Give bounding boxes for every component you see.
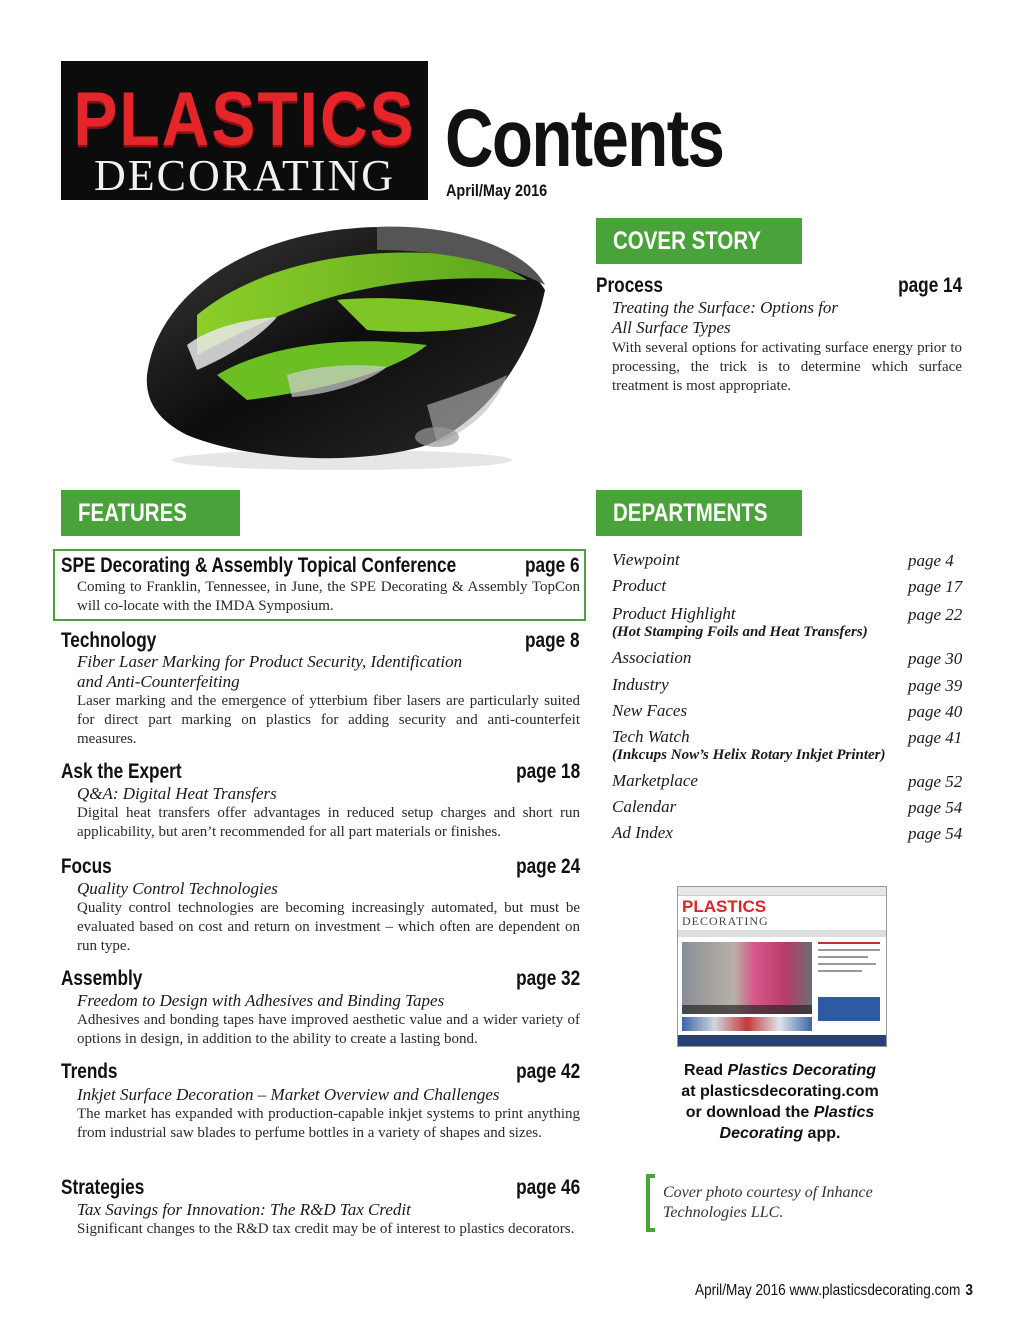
feature-subtitle-assembly: Freedom to Design with Adhesives and Binding Tapes [77,991,445,1010]
promo-line-3-text: or download the [685,1104,814,1121]
feature-subtitle-trends: Inkjet Surface Decoration – Market Overview and Challenges [77,1085,500,1104]
cover-story-heading: Process [596,274,664,297]
feature-subtitle-ask-the-expert: Q&A: Digital Heat Transfers [77,784,277,803]
feature-description-technology: Laser marking and the emergence of ytterbium fiber lasers are particularly suited for direct part marking on plastics for adding security and anti-counterfeit measures. [77,693,580,747]
thumb-strip [682,1017,812,1031]
thumb-side-line-2 [818,949,880,951]
promo-line-3 [640,1104,920,1122]
dept-page-new-faces: page 40 [908,702,963,721]
thumb-logo-decorating: DECORATING [682,914,769,928]
photo-credit-line-2: Technologies LLC. [663,1204,784,1221]
thumb-hero-image [682,942,812,1014]
feature-description-trends: The market has expanded with production-capable inkjet systems to print anything from industrial saw blades to perfume bottles in a variety of shapes and sizes. [77,1106,580,1141]
cover-story-description: With several options for activating surface energy prior to processing, the trick is to determine which surface treatment is most appropriate. [612,340,962,394]
feature-page-spe: page 6 [525,554,580,577]
cover-story-label: COVER STORY [613,227,762,255]
thumb-side-line-5 [818,970,862,972]
dept-page-industry: page 39 [908,676,963,695]
cover-story-subtitle-1: Treating the Surface: Options for [612,298,839,317]
magazine-logo [61,61,428,200]
cover-story-page: page 14 [897,274,962,297]
thumb-side-line-4 [818,963,876,965]
dept-name-product: Product [612,576,667,595]
thumb-hero-caption [682,1005,812,1014]
thumb-logo-plastics: PLASTICS [682,897,767,916]
feature-subtitle-technology-2: and Anti-Counterfeiting [77,672,240,691]
feature-heading-ask-the-expert: Ask the Expert [61,760,182,783]
promo-line-1 [640,1062,920,1080]
page-title: Contents [445,93,724,184]
promo-line-4-text: app. [803,1125,841,1142]
dept-page-viewpoint: page 4 [908,551,954,570]
feature-subtitle-focus: Quality Control Technologies [77,879,278,898]
dept-page-ad-index: page 54 [908,824,963,843]
feature-heading-technology: Technology [61,629,157,652]
feature-page-ask-the-expert: page 18 [515,760,580,783]
feature-page-trends: page 42 [515,1060,580,1083]
promo-line-4-emphasis: Decorating [719,1125,804,1142]
feature-page-technology: page 8 [525,629,580,652]
dept-page-association: page 30 [908,649,963,668]
feature-subtitle-strategies: Tax Savings for Innovation: The R&D Tax Credit [77,1200,411,1219]
dept-name-new-faces: New Faces [612,701,688,720]
dept-name-marketplace: Marketplace [612,771,698,790]
departments-banner [596,490,802,536]
feature-description-strategies: Significant changes to the R&D tax credit may be of interest to plastics decorators. [77,1221,575,1237]
dept-page-marketplace: page 52 [908,772,963,791]
dept-page-product: page 17 [908,577,963,596]
dept-name-ad-index: Ad Index [612,823,673,842]
dept-name-industry: Industry [612,675,669,694]
promo-line-2: at plasticsdecorating.com [681,1083,879,1100]
thumb-ad-block [818,997,880,1021]
thumb-side-line-1 [818,942,880,944]
feature-heading-assembly: Assembly [61,967,143,990]
bike-helmet-image [127,205,552,475]
dept-name-product-highlight: Product Highlight [612,604,736,623]
dept-name-viewpoint: Viewpoint [612,550,680,569]
promo-line-3-emphasis: Plastics [813,1104,875,1121]
dept-name-tech-watch: Tech Watch [612,727,690,746]
feature-page-focus: page 24 [515,855,580,878]
thumb-footer-bar [678,1035,886,1046]
feature-description-focus: Quality control technologies are becoming increasingly automated, but must be evaluated based on cost and return on investment – which often are dependent on run type. [77,900,580,954]
feature-page-strategies: page 46 [515,1176,580,1199]
feature-heading-focus: Focus [61,855,112,878]
dept-sub-tech-watch: (Inkcups Now’s Helix Rotary Inkjet Printer) [612,747,886,763]
feature-heading-strategies: Strategies [61,1176,145,1199]
logo-line-plastics: PLASTICS [73,76,416,162]
dept-sub-product-highlight: (Hot Stamping Foils and Heat Transfers) [612,624,868,640]
feature-description-ask-the-expert: Digital heat transfers offer advantages in reduced setup charges and short run applicability, but aren’t recommended for all part materials or finishes. [77,805,580,840]
page-footer [695,1282,973,1300]
features-banner [61,490,240,536]
cover-story-subtitle-2: All Surface Types [612,318,731,337]
dept-page-tech-watch: page 41 [908,728,963,747]
cover-story-banner [596,218,802,264]
promo-line-4 [640,1125,920,1143]
feature-subtitle-technology: Fiber Laser Marking for Product Security, Identification [77,652,463,671]
website-screenshot-thumbnail [677,886,887,1047]
thumb-browser-bar [678,887,886,896]
thumb-nav-bar [678,930,886,937]
promo-line-1-text: Read [683,1062,728,1079]
promo-line-1-emphasis: Plastics Decorating [727,1062,877,1079]
feature-description-spe: Coming to Franklin, Tennessee, in June, the SPE Decorating & Assembly TopCon will co-locate with the IMDA Symposium. [77,579,580,614]
thumb-side-line-3 [818,956,868,958]
photo-credit-line-1: Cover photo courtesy of Inhance [663,1184,873,1201]
credit-bracket [646,1174,655,1232]
page-number: 3 [965,1282,973,1299]
dept-name-association: Association [612,648,692,667]
footer-text: April/May 2016 www.plasticsdecorating.com [695,1282,961,1299]
issue-date: April/May 2016 [446,181,548,200]
dept-name-calendar: Calendar [612,797,677,816]
features-label: FEATURES [78,499,187,527]
feature-heading-trends: Trends [61,1060,118,1083]
feature-heading-spe: SPE Decorating & Assembly Topical Conference [61,554,457,577]
logo-line-decorating: DECORATING [93,151,396,200]
dept-page-calendar: page 54 [908,798,963,817]
dept-page-product-highlight: page 22 [908,605,963,624]
departments-label: DEPARTMENTS [613,499,768,527]
feature-description-assembly: Adhesives and bonding tapes have improved aesthetic value and a wider variety of options in design, in addition to the ability to create a lasting bond. [77,1012,580,1047]
feature-page-assembly: page 32 [515,967,580,990]
